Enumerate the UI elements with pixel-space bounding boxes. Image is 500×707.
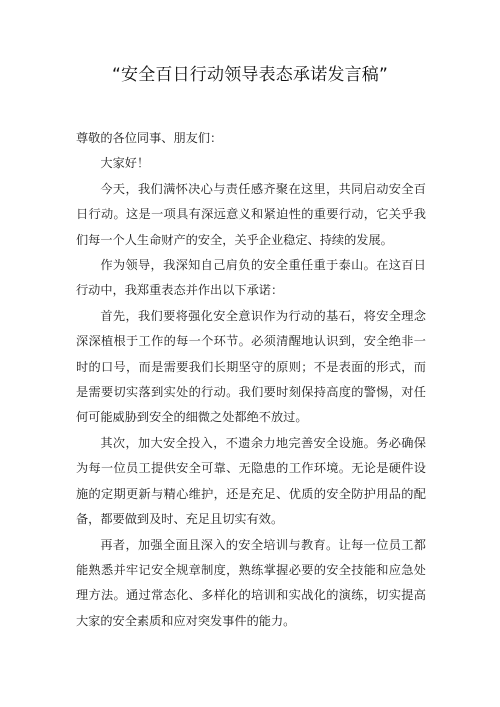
document-title: “安全百日行动领导表态承诺发言稿”	[111, 65, 388, 85]
paragraph-commitment: 作为领导，我深知自己肩负的安全重任重于泰山。在这百日行动中，我郑重表态并作出以下承诺：	[76, 258, 426, 298]
paragraph-third: 再者，加强全面且深入的安全培训与教育。让每一位员工都能熟悉并牢记安全规章制度，熟练掌握必要的安全技能和应急处理方法。通过常态化、多样化的培训和实战化的演练，切实提高大家的安全素质和应对突发事件的能力。	[76, 537, 426, 628]
salutation: 尊敬的各位同事、朋友们：	[76, 131, 223, 145]
paragraph-first: 首先，我们要将强化安全意识作为行动的基石，将安全理念深深植根于工作的每一个环节。必须清醒地认识到，安全绝非一时的口号，而是需要我们长期坚守的原则；不是表面的形式，而是需要切实落到实处的行动。我们要时刻保持高度的警惕，对任何可能威胁到安全的细微之处都绝不放过。	[76, 308, 426, 425]
document-body	[76, 126, 426, 634]
greeting: 大家好！	[100, 156, 150, 171]
paragraph-second: 其次，加大安全投入，不遗余力地完善安全设施。务必确保为每一位员工提供安全可靠、无隐患的工作环境。无论是硬件设施的定期更新与精心维护，还是充足、优质的安全防护用品的配备，都要做到及时、充足且切实有效。	[76, 435, 426, 527]
paragraph-intro: 今天，我们满怀决心与责任感齐聚在这里，共同启动安全百日行动。这是一项具有深远意义和紧迫性的重要行动，它关乎我们每一个人生命财产的安全，关乎企业稳定、持续的发展。	[76, 181, 426, 247]
